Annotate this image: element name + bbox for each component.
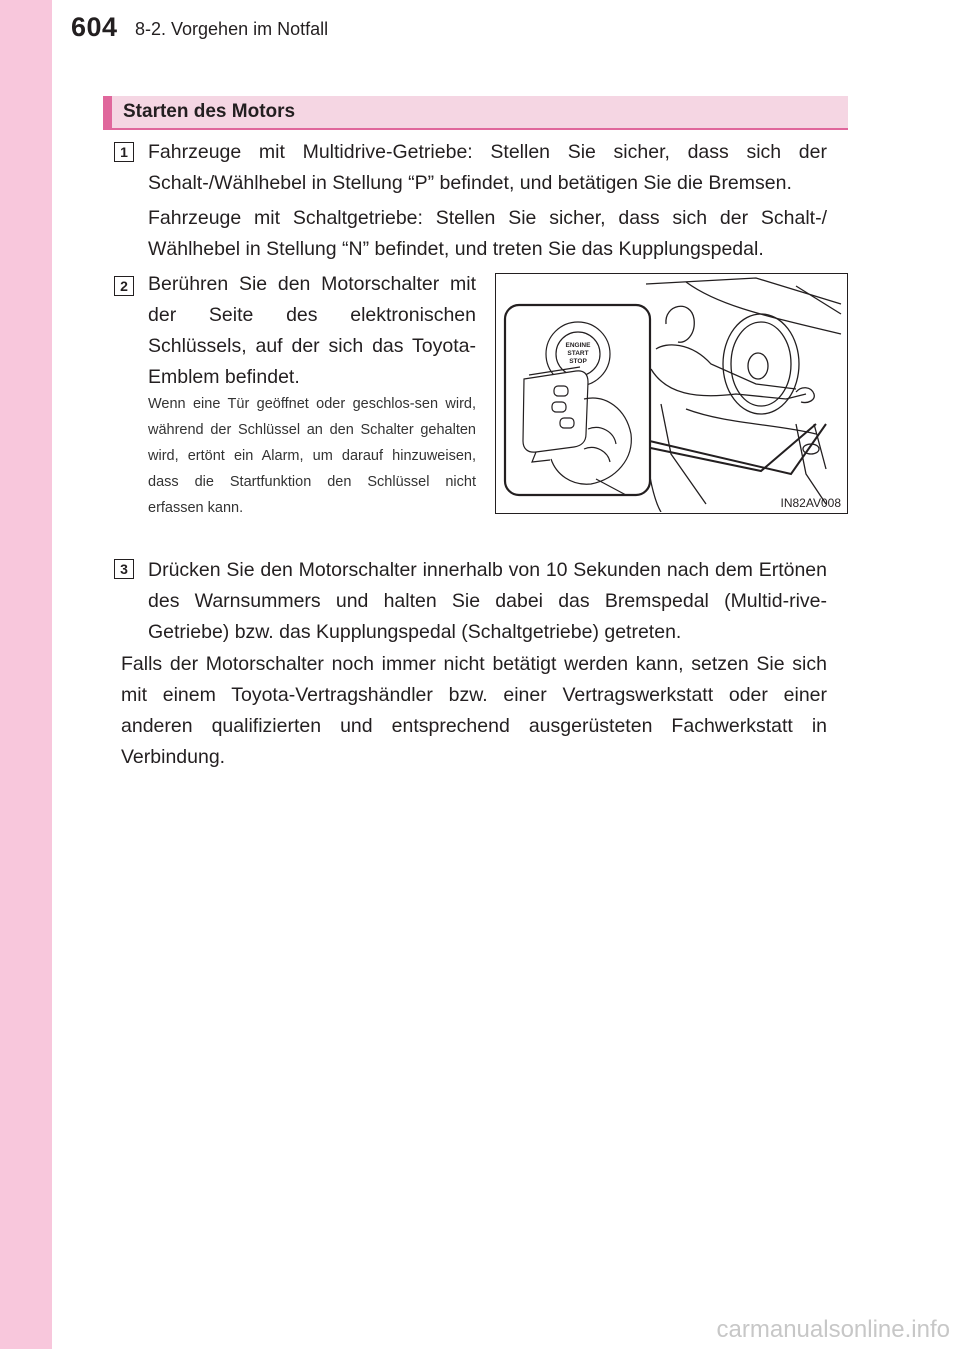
watermark: carmanualsonline.info — [716, 1316, 950, 1343]
step-number-3: 3 — [114, 559, 134, 579]
step-3-paragraph: Drücken Sie den Motorschalter innerhalb von 10 Sekunden nach dem Ertönen des Warnsummers und halten Sie dabei das Bremspedal (Multid-rive-Getriebe) bzw. das Kupplungspedal (Schaltgetriebe) getreten. — [148, 559, 827, 643]
engine-start-illustration — [495, 273, 848, 514]
step-1-paragraph-2: Fahrzeuge mit Schaltgetriebe: Stellen Sie sicher, dass sich der Schalt-/ Wählhebel in Stellung “N” befindet, und treten Sie das Kupplungspedal. — [148, 207, 827, 260]
side-band — [0, 0, 52, 1349]
button-text-stop: STOP — [569, 358, 587, 365]
button-text-start: START — [567, 350, 589, 357]
section-heading — [103, 96, 848, 130]
step-1-paragraph-1: Fahrzeuge mit Multidrive-Getriebe: Stellen Sie sicher, dass sich der Schalt-/Wählhebel in Stellung “P” befindet, und betätigen Sie die Bremsen. — [148, 141, 827, 194]
page-number: 604 — [71, 12, 118, 42]
button-text-engine: ENGINE — [565, 342, 591, 349]
step-number-2: 2 — [114, 276, 134, 296]
illustration-code: IN82AV008 — [780, 496, 841, 510]
heading-accent-bar — [103, 96, 112, 128]
closing-paragraph: Falls der Motorschalter noch immer nicht betätigt werden kann, setzen Sie sich mit einem Toyota-Vertragshändler bzw. einer Vertragswerkstatt oder einer anderen qualifizierten und entsprechend ausgerüsteten Fachwerkstatt in Verbindung. — [121, 653, 827, 768]
section-title: Starten des Motors — [123, 101, 296, 122]
step-2-paragraph: Berühren Sie den Motorschalter mit der Seite des elektronischen Schlüssels, auf der sich das Toyota-Emblem befindet. — [148, 273, 476, 388]
chapter-header: 8-2. Vorgehen im Notfall — [135, 19, 329, 39]
illustration-drawing — [496, 274, 846, 512]
step-2-note: Wenn eine Tür geöffnet oder geschlos-sen wird, während der Schlüssel an den Schalter gehalten wird, ertönt ein Alarm, um darauf hinzuweisen, dass die Startfunktion den Schlüssel nicht erfassen kann. — [148, 396, 476, 516]
step-number-1: 1 — [114, 142, 134, 162]
